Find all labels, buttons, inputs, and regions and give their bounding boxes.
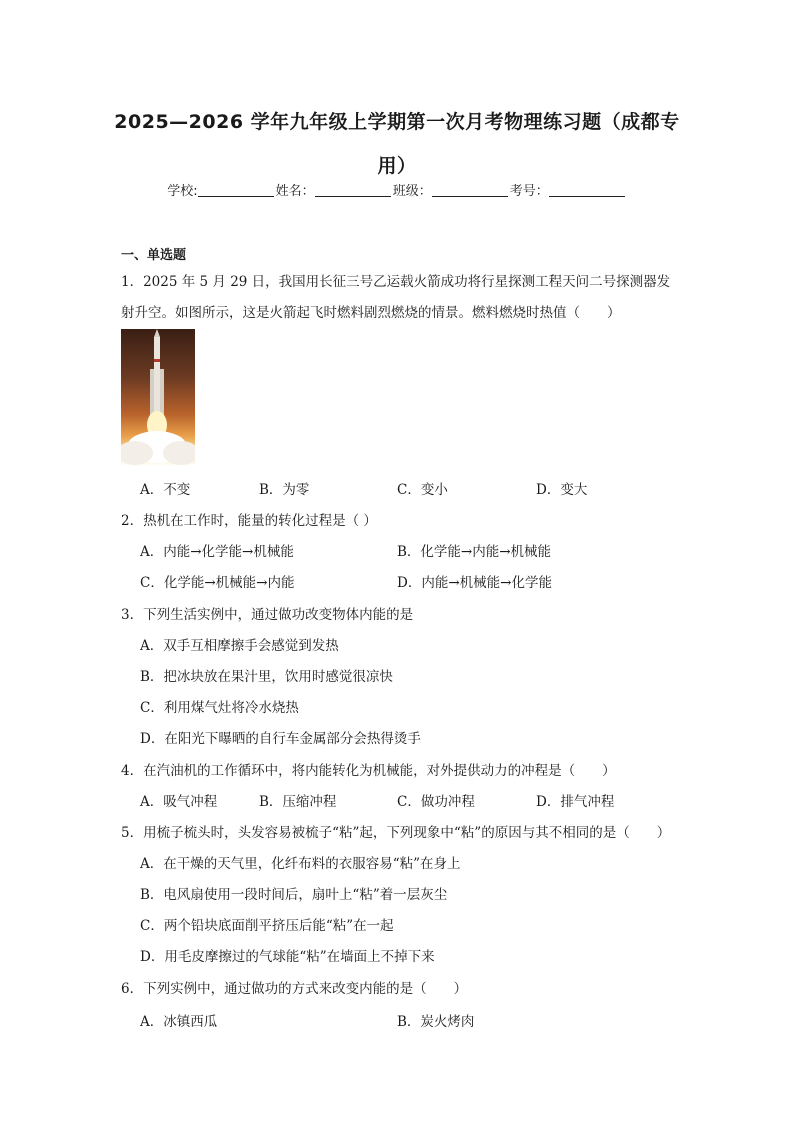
option-1c[interactable]: C．变小 bbox=[397, 482, 448, 498]
student-info-line bbox=[0, 180, 794, 199]
option-5b[interactable]: B．电风扇使用一段时间后，扇叶上“粘”着一层灰尘 bbox=[140, 887, 448, 903]
exam-title-line2: 用） bbox=[377, 155, 417, 177]
option-4a[interactable]: A．吸气冲程 bbox=[140, 794, 218, 810]
option-4c[interactable]: C．做功冲程 bbox=[397, 794, 475, 810]
class-label: 班级： bbox=[392, 184, 432, 199]
option-2d[interactable]: D．内能→机械能→化学能 bbox=[397, 575, 552, 591]
option-2b[interactable]: B．化学能→内能→机械能 bbox=[397, 544, 552, 560]
option-5a[interactable]: A．在干燥的天气里，化纤布料的衣服容易“粘”在身上 bbox=[140, 856, 461, 872]
option-6b[interactable]: B．炭火烤肉 bbox=[397, 1014, 475, 1030]
name-blank[interactable] bbox=[315, 182, 391, 197]
option-5c[interactable]: C．两个铅块底面削平挤压后能“粘”在一起 bbox=[140, 918, 394, 934]
section-heading: 一、单选题 bbox=[121, 248, 187, 263]
rocket-launch-image bbox=[121, 329, 195, 466]
option-2a[interactable]: A．内能→化学能→机械能 bbox=[140, 544, 294, 560]
school-label: 学校: bbox=[167, 184, 198, 199]
exam-title-line1: 2025—2026 学年九年级上学期第一次月考物理练习题（成都专 bbox=[114, 111, 680, 133]
question-4: 4．在汽油机的工作循环中，将内能转化为机械能，对外提供动力的冲程是（ ） bbox=[121, 763, 616, 779]
question-1-line1: 1．2025 年 5 月 29 日，我国用长征三号乙运载火箭成功将行星探测工程天问二号探测器发 bbox=[121, 274, 671, 290]
question-5: 5．用梳子梳头时，头发容易被梳子“粘”起，下列现象中“粘”的原因与其不相同的是（ ） bbox=[121, 825, 671, 841]
option-2c[interactable]: C．化学能→机械能→内能 bbox=[140, 575, 295, 591]
question-3: 3．下列生活实例中，通过做功改变物体内能的是 bbox=[121, 607, 414, 623]
exam-number-blank[interactable] bbox=[549, 182, 625, 197]
option-1a[interactable]: A．不变 bbox=[140, 482, 191, 498]
exam-title bbox=[110, 100, 684, 188]
class-blank[interactable] bbox=[432, 182, 508, 197]
name-label: 姓名： bbox=[275, 184, 315, 199]
question-1-line2: 射升空。如图所示，这是火箭起飞时燃料剧烈燃烧的情景。燃料燃烧时热值（ ） bbox=[121, 305, 621, 321]
option-1d[interactable]: D．变大 bbox=[536, 482, 588, 498]
question-2: 2．热机在工作时，能量的转化过程是（ ） bbox=[121, 513, 377, 529]
option-3b[interactable]: B．把冰块放在果汁里，饮用时感觉很凉快 bbox=[140, 669, 393, 685]
school-blank[interactable] bbox=[198, 182, 274, 197]
option-3c[interactable]: C．利用煤气灶将冷水烧热 bbox=[140, 700, 299, 716]
option-3d[interactable]: D．在阳光下曝晒的自行车金属部分会热得烫手 bbox=[140, 731, 421, 747]
option-1b[interactable]: B．为零 bbox=[259, 482, 310, 498]
option-4b[interactable]: B．压缩冲程 bbox=[259, 794, 337, 810]
option-5d[interactable]: D．用毛皮摩擦过的气球能“粘”在墙面上不掉下来 bbox=[140, 949, 435, 965]
question-6: 6．下列实例中，通过做功的方式来改变内能的是（ ） bbox=[121, 981, 468, 997]
rocket-icon bbox=[121, 329, 195, 466]
option-4d[interactable]: D．排气冲程 bbox=[536, 794, 615, 810]
exam-number-label: 考号： bbox=[509, 184, 549, 199]
option-3a[interactable]: A．双手互相摩擦手会感觉到发热 bbox=[140, 638, 339, 654]
option-6a[interactable]: A．冰镇西瓜 bbox=[140, 1014, 218, 1030]
